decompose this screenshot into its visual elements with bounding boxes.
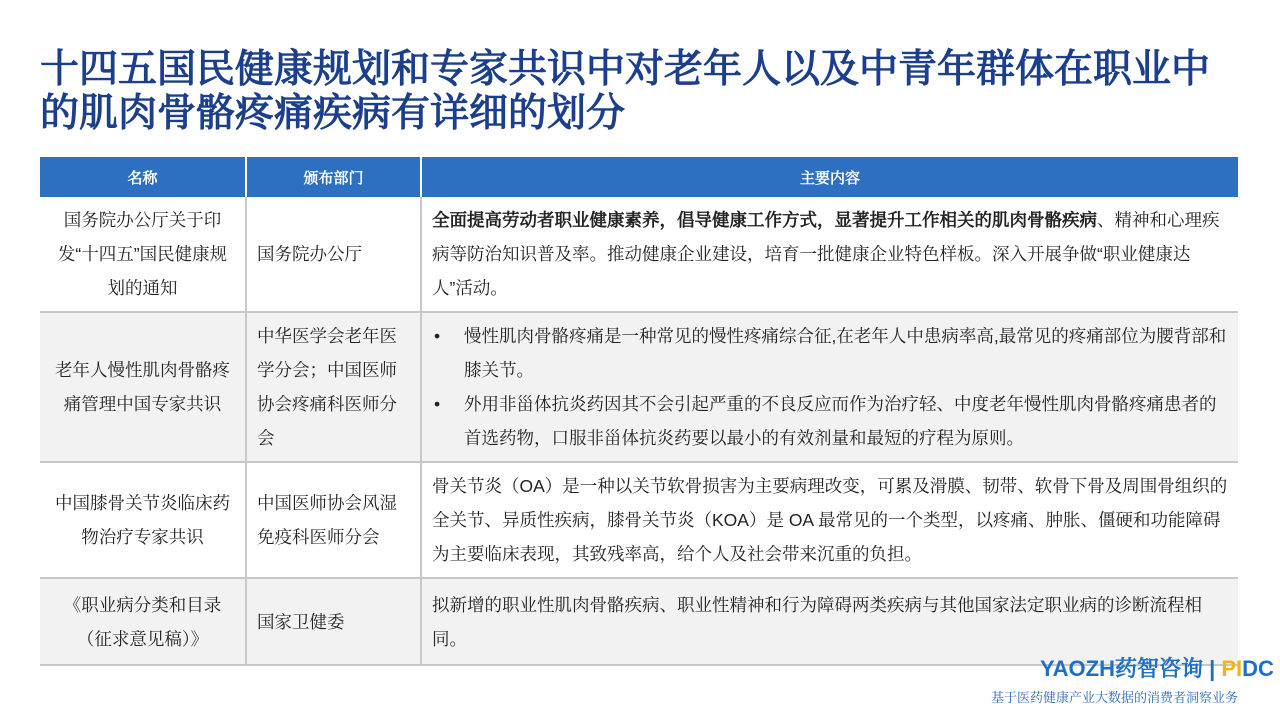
row-content: 拟新增的职业性肌肉骨骼疾病、职业性精神和行为障碍两类疾病与其他国家法定职业病的诊断流程相同。 bbox=[421, 578, 1238, 665]
row-content: 骨关节炎（OA）是一种以关节软骨损害为主要病理改变，可累及滑膜、韧带、软骨下骨及周围骨组织的全关节、异质性疾病，膝骨关节炎（KOA）是 OA 最常见的一个类型，以疼痛、肿胀、僵硬和功能障碍为主要临床表现，其致残率高，给个人及社会带来沉重的负担。 bbox=[421, 462, 1238, 578]
row-dept: 国务院办公厅 bbox=[246, 197, 421, 312]
row-dept: 中华医学会老年医学分会；中国医师协会疼痛科医师分会 bbox=[246, 312, 421, 462]
row-content bbox=[421, 312, 1238, 462]
row-content-text: 、精神和心理疾病等防治知识普及率。推动健康企业建设，培育一批健康企业特色样板。深入开展争做“职业健康达人”活动。 bbox=[432, 210, 1220, 298]
row-content-bold: 全面提高劳动者职业健康素养，倡导健康工作方式，显著提升工作相关的肌肉骨骼疾病 bbox=[432, 210, 1097, 230]
row-name: 《职业病分类和目录（征求意见稿）》 bbox=[40, 578, 246, 665]
logo-text: YAOZH药智咨询 bbox=[1040, 656, 1203, 681]
header-dept: 颁布部门 bbox=[246, 157, 421, 197]
row-dept: 国家卫健委 bbox=[246, 578, 421, 665]
table-header bbox=[40, 157, 1238, 197]
row-name: 国务院办公厅关于印发“十四五”国民健康规划的通知 bbox=[40, 197, 246, 312]
header-name: 名称 bbox=[40, 157, 246, 197]
row-content bbox=[421, 197, 1238, 312]
tagline: 基于医药健康产业大数据的消费者洞察业务 bbox=[991, 690, 1239, 705]
row-dept: 中国医师协会风湿免疫科医师分会 bbox=[246, 462, 421, 578]
logo-brand-p: PI bbox=[1221, 656, 1243, 681]
logo-brand-dc: DC bbox=[1242, 656, 1274, 681]
table-row bbox=[40, 197, 1238, 312]
table-row bbox=[40, 462, 1238, 578]
yaozh-pidc-logo: YAOZH药智咨询 | PIDC bbox=[1040, 656, 1274, 681]
bullet-item: • 外用非甾体抗炎药因其不会引起严重的不良反应而作为治疗轻、中度老年慢性肌肉骨骼疼痛患者的首选药物，口服非甾体抗炎药要以最小的有效剂量和最短的疗程为原则。 bbox=[432, 387, 1228, 455]
row-name: 老年人慢性肌肉骨骼疼痛管理中国专家共识 bbox=[40, 312, 246, 462]
page-title: 十四五国民健康规划和专家共识中对老年人以及中青年群体在职业中的肌肉骨骼疼痛疾病有详细的划分 bbox=[40, 48, 1211, 135]
policy-table bbox=[40, 157, 1238, 666]
header-content: 主要内容 bbox=[421, 157, 1238, 197]
bullet-item: • 慢性肌肉骨骼疼痛是一种常见的慢性疼痛综合征,在老年人中患病率高,最常见的疼痛部位为腰背部和膝关节。 bbox=[432, 319, 1228, 387]
row-name: 中国膝骨关节炎临床药物治疗专家共识 bbox=[40, 462, 246, 578]
table-row bbox=[40, 312, 1238, 462]
